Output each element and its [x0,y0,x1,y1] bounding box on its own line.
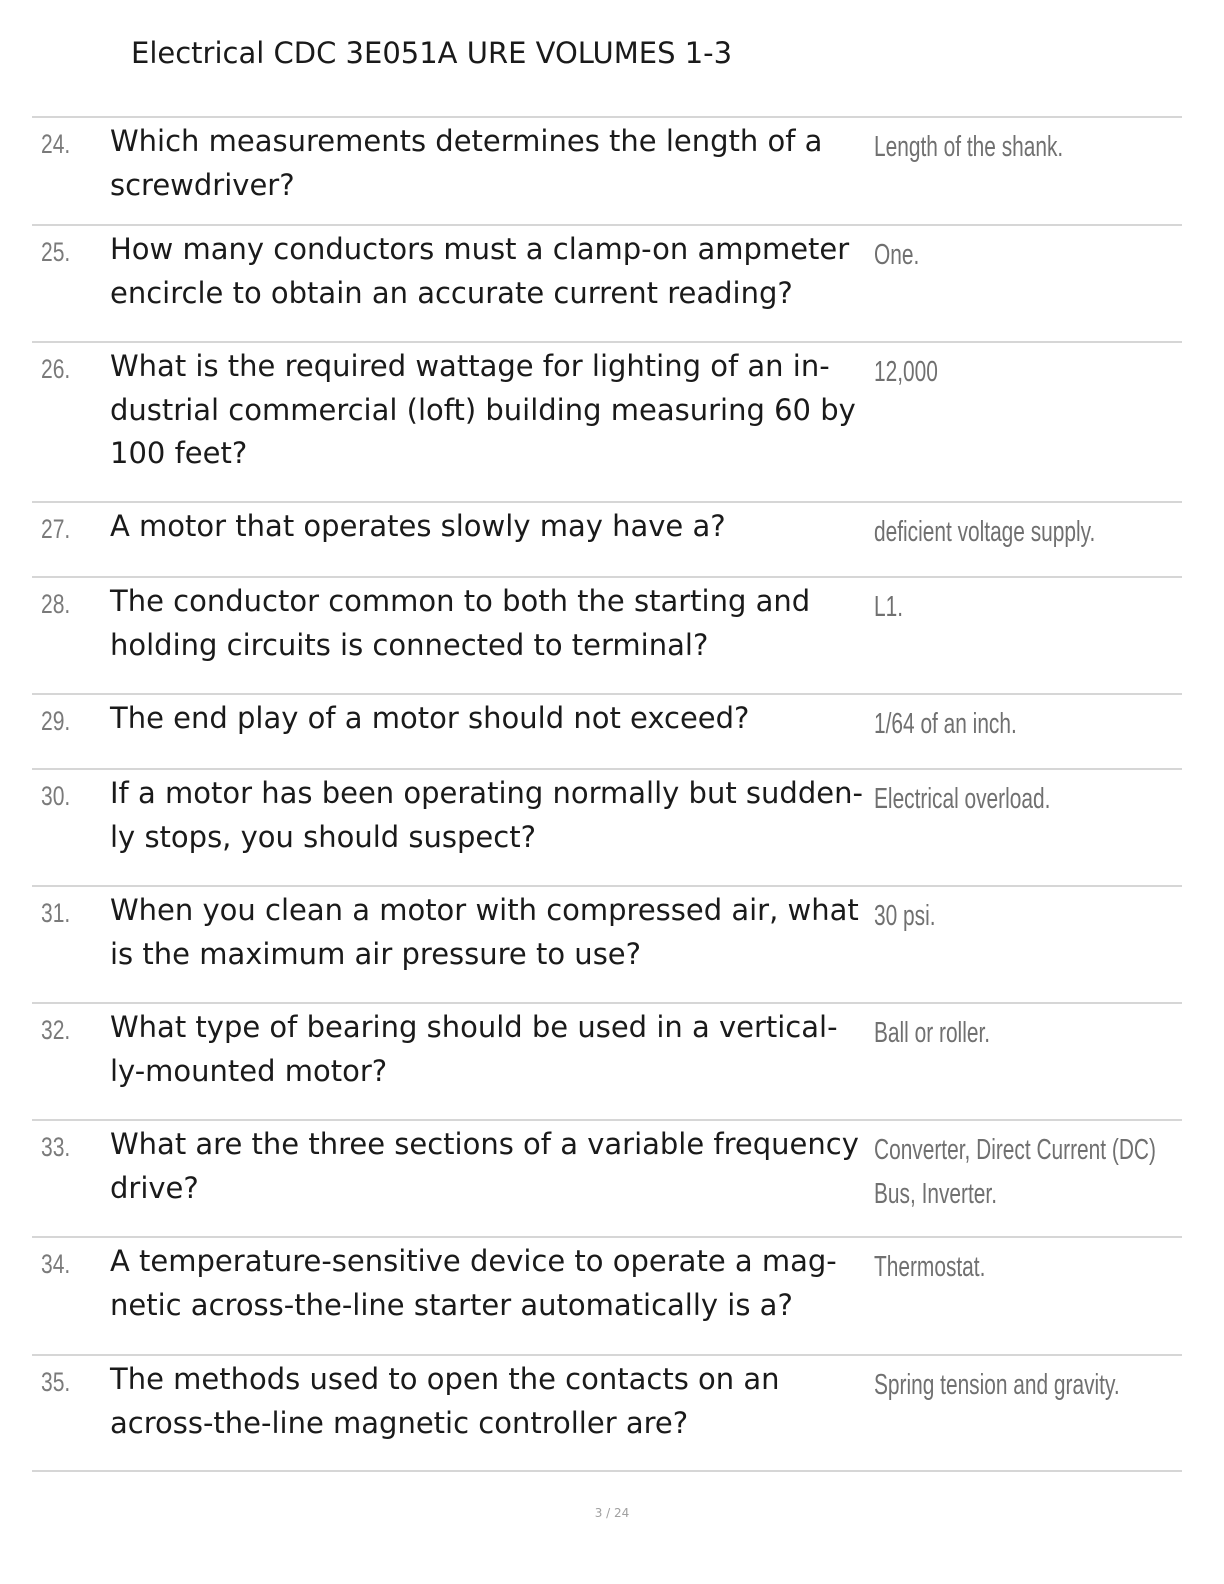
answer-text: 12,000 [874,356,938,388]
table-row [32,768,1182,885]
question-text: What is the required wattage for lighting of an in- dustrial commercial (loft) building measuring 60 by 100 feet? [110,349,856,470]
question-text: A temperature-sensitive device to operate a mag- netic across-the-line starter automatically is a? [110,1244,837,1322]
question-text: The methods used to open the contacts on an across-the-line magnetic controller are? [110,1362,780,1440]
answer-text: Thermostat. [874,1251,986,1283]
table-row [32,224,1182,341]
table-row [32,116,1182,224]
question-text: When you clean a motor with compressed air, what is the maximum air pressure to use? [110,893,859,971]
question-number: 31. [41,898,71,928]
question-text: What are the three sections of a variable frequency drive? [110,1127,859,1205]
question-number: 24. [41,129,71,159]
question-number: 29. [41,706,71,736]
table-row [32,885,1182,1002]
question-text: A motor that operates slowly may have a? [110,509,726,543]
question-text: Which measurements determines the length of a screwdriver? [110,124,823,202]
table-row [32,501,1182,576]
question-text: If a motor has been operating normally but sudden- ly stops, you should suspect? [110,776,863,854]
question-text: The conductor common to both the starting and holding circuits is connected to terminal? [110,584,811,662]
answer-text: 1/64 of an inch. [874,708,1017,740]
table-row [32,1354,1182,1472]
table-row [32,693,1182,768]
answer-text: Ball or roller. [874,1017,991,1049]
question-number: 27. [41,514,71,544]
table-row [32,1119,1182,1236]
qa-table [32,116,1182,1472]
answer-text: Converter, Direct Current (DC) Bus, Inverter. [874,1134,1156,1210]
question-number: 25. [41,237,71,267]
question-number: 30. [41,781,71,811]
question-number: 28. [41,589,71,619]
page-number: 3 / 24 [594,1506,630,1520]
question-number: 33. [41,1132,71,1162]
question-text: How many conductors must a clamp-on ampmeter encircle to obtain an accurate current reading? [110,232,850,310]
answer-text: 30 psi. [874,900,936,932]
question-number: 34. [41,1249,71,1279]
question-number: 35. [41,1367,71,1397]
page-title: Electrical CDC 3E051A URE VOLUMES 1-3 [131,36,733,70]
question-number: 26. [41,354,71,384]
question-number: 32. [41,1015,71,1045]
table-row [32,1236,1182,1354]
table-row [32,341,1182,501]
table-row [32,1002,1182,1119]
answer-text: Electrical overload. [874,783,1051,815]
question-text: The end play of a motor should not exceed? [110,701,750,735]
answer-text: L1. [874,591,904,623]
answer-text: Spring tension and gravity. [874,1369,1120,1401]
table-row [32,576,1182,693]
answer-text: One. [874,239,920,271]
answer-text: Length of the shank. [874,131,1064,163]
question-text: What type of bearing should be used in a vertical- ly-mounted motor? [110,1010,838,1088]
answer-text: deficient voltage supply. [874,516,1096,548]
